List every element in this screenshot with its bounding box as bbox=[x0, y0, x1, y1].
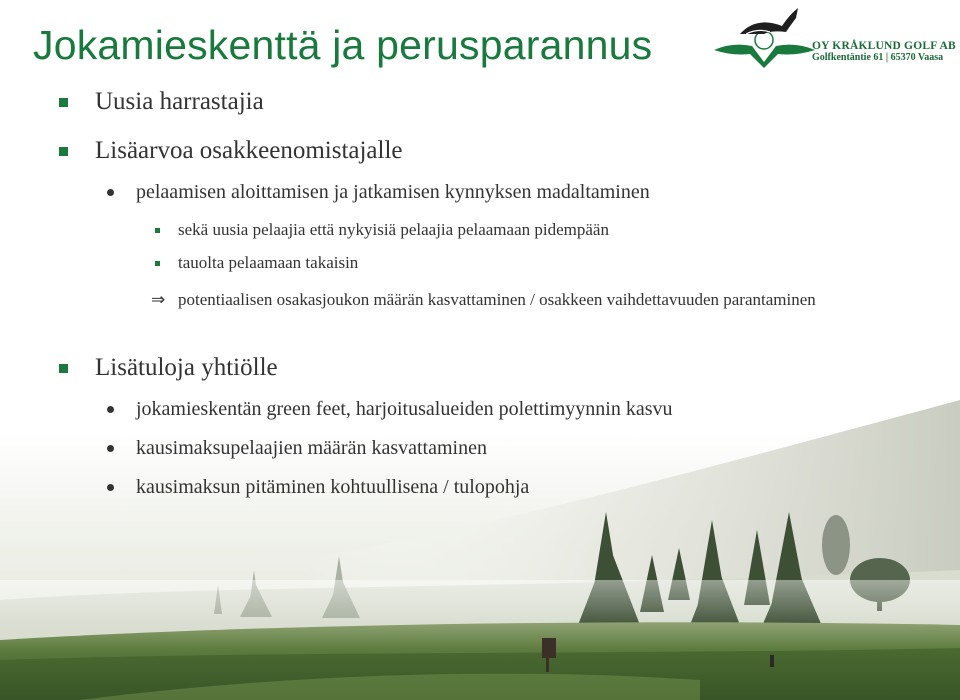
list-item-text: pelaamisen aloittamisen ja jatkamisen kynnyksen madaltaminen bbox=[136, 181, 650, 203]
green-square-bullet-icon bbox=[59, 98, 68, 107]
list-item bbox=[178, 220, 609, 240]
green-square-bullet-icon bbox=[59, 364, 68, 373]
round-bullet-icon bbox=[107, 189, 114, 196]
green-square-bullet-icon bbox=[59, 147, 68, 156]
list-item-text: kausimaksun pitäminen kohtuullisena / tulopohja bbox=[136, 476, 530, 498]
list-item-text: kausimaksupelaajien määrän kasvattaminen bbox=[136, 437, 487, 459]
list-item bbox=[136, 476, 529, 499]
list-item-text: tauolta pelaamaan takaisin bbox=[178, 253, 359, 272]
green-square-bullet-icon bbox=[155, 228, 160, 233]
golf-club-logo-icon bbox=[712, 4, 817, 74]
company-name: OY KRÅKLUND GOLF AB bbox=[812, 40, 956, 52]
round-bullet-icon bbox=[107, 445, 114, 452]
slide-title: Jokamieskenttä ja perusparannus bbox=[33, 22, 653, 68]
implies-arrow-icon: ⇒ bbox=[151, 290, 166, 310]
list-item bbox=[95, 354, 278, 382]
list-item-text: potentiaalisen osakasjoukon määrän kasvattaminen / osakkeen vaihdettavuuden parantaminen bbox=[178, 290, 816, 309]
list-item-text: Uusia harrastajia bbox=[95, 88, 264, 115]
list-item-text: sekä uusia pelaajia että nykyisiä pelaajia pelaamaan pidempään bbox=[178, 220, 609, 239]
company-address: Golfkentäntie 61 | 65370 Vaasa bbox=[812, 52, 944, 63]
list-item-text: jokamieskentän green feet, harjoitusalueiden polettimyynnin kasvu bbox=[136, 398, 673, 420]
list-item-text: Lisätuloja yhtiölle bbox=[95, 354, 278, 381]
list-item bbox=[95, 137, 403, 165]
list-item bbox=[95, 88, 264, 116]
list-item bbox=[178, 253, 358, 273]
list-item-text: Lisäarvoa osakkeenomistajalle bbox=[95, 137, 403, 164]
list-item bbox=[136, 437, 487, 460]
round-bullet-icon bbox=[107, 406, 114, 413]
company-info bbox=[812, 40, 956, 64]
green-square-bullet-icon bbox=[155, 261, 160, 266]
round-bullet-icon bbox=[107, 484, 114, 491]
list-item bbox=[136, 398, 673, 421]
list-item bbox=[136, 181, 650, 204]
list-item bbox=[151, 286, 923, 314]
